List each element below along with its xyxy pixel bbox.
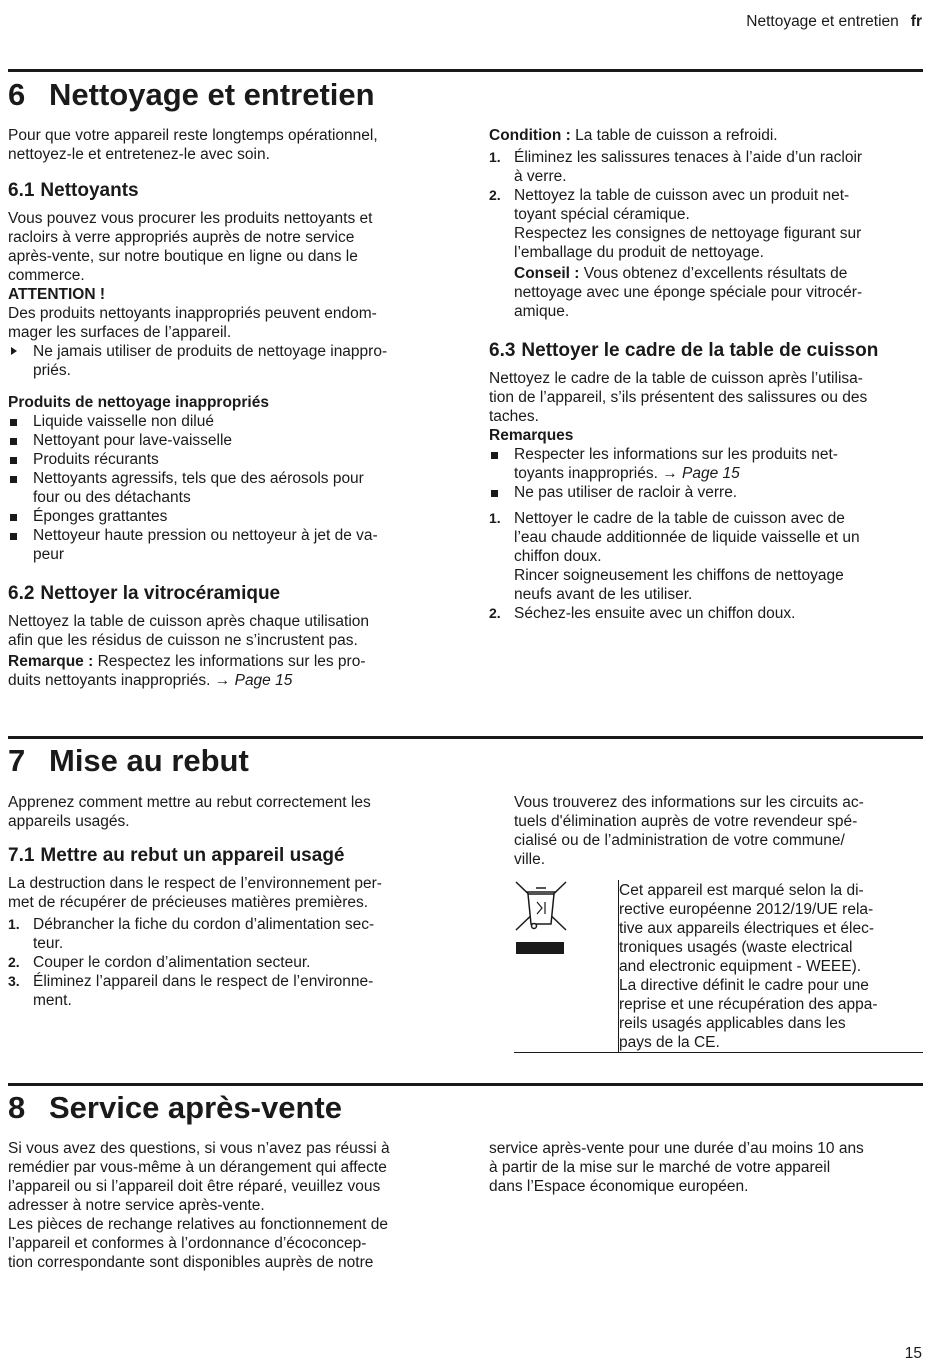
section-7-title: 7 Mise au rebut	[8, 743, 249, 778]
step-item: 1. Éliminez les salissures tenaces à l’aide d’un racloir à verre.	[489, 149, 863, 185]
list-item: Éponges grattantes	[8, 507, 444, 526]
page-reference-link[interactable]: → Page 15	[662, 465, 740, 482]
section-6-right-column	[489, 126, 925, 623]
section-rule	[8, 1083, 923, 1086]
section-7-right-text: Vous trouverez des informations sur les circuits ac- tuels d'élimination auprès de votre revendeur spé- cialisé ou de l’administration de votre commune/ ville.	[514, 794, 864, 868]
subsection-6-3-steps	[489, 509, 925, 623]
section-rule	[8, 69, 923, 72]
subsection-6-2-title: 6.2 Nettoyer la vitrocéramique	[8, 583, 281, 604]
section-6-title: 6 Nettoyage et entretien	[8, 77, 375, 112]
section-8-left-column: Si vous avez des questions, si vous n’avez pas réussi à remédier par vous-même à un dérangement qui affecte l’appareil ou si l’appareil doit être réparé, veuillez vous adresser à notre service après-vente. Les pièces de rechange relatives au fonctionnement de l’appareil et conformes à l’ordonnance d’écoconcep- tion correspondante sont disponibles auprès de notre	[8, 1140, 390, 1271]
attention-label: ATTENTION !	[8, 286, 106, 303]
page-reference-link[interactable]: → Page 15	[214, 672, 293, 689]
subsection-6-2-text: Nettoyez la table de cuisson après chaque utilisation afin que les résidus de cuisson ne s’incrustent pas.	[8, 613, 370, 649]
header-language: fr	[910, 13, 922, 30]
list-item: Liquide vaisselle non dilué	[8, 412, 444, 431]
subsection-6-1-title: 6.1 Nettoyants	[8, 180, 139, 201]
step-item: 2. Nettoyez la table de cuisson avec un produit net- toyant spécial céramique. Respectez les consignes de nettoyage figurant sur l’emballage du produit de nettoyage. Conseil : Vous obtenez d’excellents résultats de nettoyage avec une éponge spéciale pour vitrocér- amique.	[489, 186, 925, 321]
section-6-intro: Pour que votre appareil reste longtemps opérationnel, nettoyez-le et entretenez-le avec soin.	[8, 127, 378, 163]
section-rule	[8, 736, 923, 739]
step-item: 3. Éliminez l’appareil dans le respect de l’environne- ment.	[8, 973, 374, 1009]
section-8-right-column: service après-vente pour une durée d’au moins 10 ans à partir de la mise sur le marché de votre appareil dans l’Espace économique européen.	[489, 1140, 864, 1195]
section-8-title: 8 Service après-vente	[8, 1090, 342, 1125]
section-7-left-column	[8, 793, 444, 1010]
subsection-6-3-text: Nettoyez le cadre de la table de cuisson après l’utilisa- tion de l’appareil, s’ils présentent des salissures ou des taches.	[489, 370, 868, 425]
subsection-6-1-text: Vous pouvez vous procurer les produits nettoyants et racloirs à verre appropriés auprès de notre service après-vente, sur notre boutique en ligne ou dans le commerce.	[8, 210, 373, 284]
section-6-left-column	[8, 126, 444, 690]
header-section-title: Nettoyage et entretien	[746, 13, 899, 30]
subsection-7-1-title: 7.1 Mettre au rebut un appareil usagé	[8, 845, 345, 866]
remarks-title: Remarques	[489, 427, 574, 444]
page-number: 15	[904, 1345, 922, 1362]
crossed-out-wheelie-bin-icon	[514, 880, 619, 1052]
weee-notice	[514, 880, 923, 1053]
attention-action: Ne jamais utiliser de produits de nettoyage inappro- priés.	[8, 342, 444, 380]
running-header	[746, 12, 922, 31]
condition-text: Condition : La table de cuisson a refroidi.	[489, 127, 778, 144]
list-item: Respecter les informations sur les produits net- toyants inappropriés. → Page 15	[489, 445, 925, 483]
remarks-list	[489, 445, 925, 502]
attention-action-list	[8, 342, 444, 380]
step-item: 2. Séchez-les ensuite avec un chiffon doux.	[489, 605, 796, 622]
list-item: Ne pas utiliser de racloir à verre.	[489, 483, 925, 502]
subsection-7-1-text: La destruction dans le respect de l’environnement per- met de récupérer de précieuses matières premières.	[8, 875, 382, 911]
subsection-6-2-steps	[489, 148, 925, 321]
inappropriate-products-list	[8, 412, 444, 564]
section-7-intro: Apprenez comment mettre au rebut correctement les appareils usagés.	[8, 794, 371, 830]
subsection-7-1-steps	[8, 915, 444, 1010]
weee-text: Cet appareil est marqué selon la di- rective européenne 2012/19/UE rela- tive aux appareils électriques et élec- troniques usagés (waste electrical and electronic equipment - WEEE). La directive définit le cadre pour une reprise et une récupération des appa- reils usagés applicables dans les pays de la CE.	[619, 882, 878, 1051]
step-item: 2. Couper le cordon d’alimentation secteur.	[8, 954, 311, 971]
list-item: Produits récurants	[8, 450, 444, 469]
inappropriate-products-title: Produits de nettoyage inappropriés	[8, 394, 269, 411]
list-item: Nettoyants agressifs, tels que des aérosols pour four ou des détachants	[8, 469, 444, 507]
list-item: Nettoyant pour lave-vaisselle	[8, 431, 444, 450]
subsection-6-3-title: 6.3 Nettoyer le cadre de la table de cuisson	[489, 340, 879, 361]
attention-text: Des produits nettoyants inappropriés peuvent endom- mager les surfaces de l’appareil.	[8, 305, 377, 341]
step-item: 1. Débrancher la fiche du cordon d’alimentation sec- teur.	[8, 916, 375, 952]
subsection-6-2-note: Remarque : Respectez les informations sur les pro- duits nettoyants inappropriés. → Page 15	[8, 653, 366, 689]
step-item: 1. Nettoyer le cadre de la table de cuisson avec de l’eau chaude additionnée de liquide vaisselle et un chiffon doux. Rincer soigneusement les chiffons de nettoyage neufs avant de les utiliser.	[489, 510, 860, 603]
list-item: Nettoyeur haute pression ou nettoyeur à jet de va- peur	[8, 526, 444, 564]
tip-text: Conseil : Vous obtenez d’excellents résultats de nettoyage avec une éponge spéciale pour vitrocér- amique.	[514, 265, 863, 320]
